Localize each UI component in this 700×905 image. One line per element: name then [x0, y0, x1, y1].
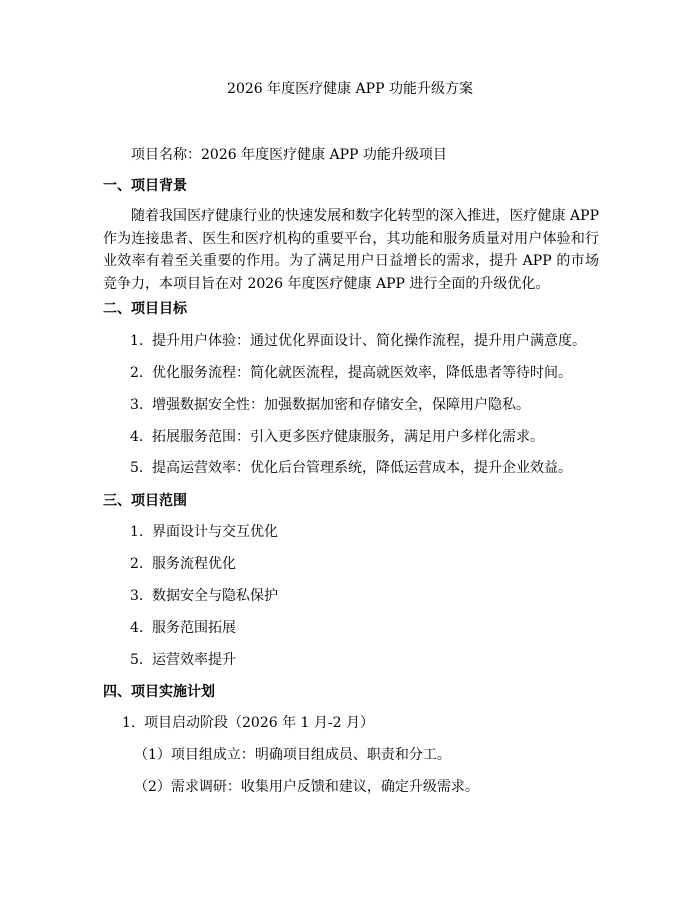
plan-phase-number: 1. [122, 715, 136, 731]
goal-item-number: 5. [130, 460, 144, 476]
goal-item-text: 拓展服务范围：引入更多医疗健康服务，满足用户多样化需求。 [152, 429, 544, 445]
scope-item [130, 554, 236, 574]
scope-item [130, 522, 278, 542]
scope-item [130, 650, 236, 670]
scope-item-text: 界面设计与交互优化 [152, 524, 278, 540]
goal-item-number: 2. [130, 365, 144, 381]
goal-item-number: 1. [130, 333, 144, 349]
goal-item-text: 提高运营效率：优化后台管理系统，降低运营成本，提升企业效益。 [152, 460, 572, 476]
goal-item-text: 优化服务流程：简化就医流程，提高就医效率，降低患者等待时间。 [152, 365, 572, 381]
goal-item-text: 增强数据安全性：加强数据加密和存储安全，保障用户隐私。 [152, 397, 530, 413]
section-heading-goals: 二、项目目标 [103, 301, 187, 317]
project-name: 项目名称：2026 年度医疗健康 APP 功能升级项目 [131, 147, 447, 163]
goal-item-number: 3. [130, 397, 144, 413]
section-heading-plan: 四、项目实施计划 [103, 684, 215, 700]
scope-item-number: 3. [130, 588, 144, 604]
scope-item-number: 5. [130, 652, 144, 668]
section-heading-scope: 三、项目范围 [103, 493, 187, 509]
scope-item-text: 服务流程优化 [152, 556, 236, 572]
goal-item [130, 427, 544, 447]
goal-item [130, 458, 572, 478]
document-title: 2026 年度医疗健康 APP 功能升级方案 [227, 81, 473, 97]
goal-item [130, 331, 586, 351]
goal-item-number: 4. [130, 429, 144, 445]
section-heading-background: 一、项目背景 [103, 178, 187, 194]
goal-item [130, 395, 530, 415]
scope-item-text: 服务范围拓展 [152, 620, 236, 636]
plan-phase [122, 713, 374, 733]
plan-phase-text: 项目启动阶段（2026 年 1 月-2 月） [144, 715, 374, 731]
scope-item-text: 数据安全与隐私保护 [152, 588, 278, 604]
scope-item [130, 618, 236, 638]
scope-item-number: 4. [130, 620, 144, 636]
background-paragraph: 随着我国医疗健康行业的快速发展和数字化转型的深入推进，医疗健康 APP 作为连接患者、医生和医疗机构的重要平台，其功能和服务质量对用户体验和行业效率有着至关重要的作用。为了满足用户日益增长的需求，提升 APP 的市场竞争力，本项目旨在对 2026 年度医疗健康 APP 进行全面的升级优化。 [103, 208, 599, 292]
scope-item-text: 运营效率提升 [152, 652, 236, 668]
plan-subitem: （1）项目组成立：明确项目组成员、职责和分工。 [134, 747, 451, 763]
scope-item-number: 2. [130, 556, 144, 572]
scope-item [130, 586, 278, 606]
goal-item [130, 363, 572, 383]
goal-item-text: 提升用户体验：通过优化界面设计、简化操作流程，提升用户满意度。 [152, 333, 586, 349]
plan-subitem: （2）需求调研：收集用户反馈和建议，确定升级需求。 [134, 779, 479, 795]
scope-item-number: 1. [130, 524, 144, 540]
